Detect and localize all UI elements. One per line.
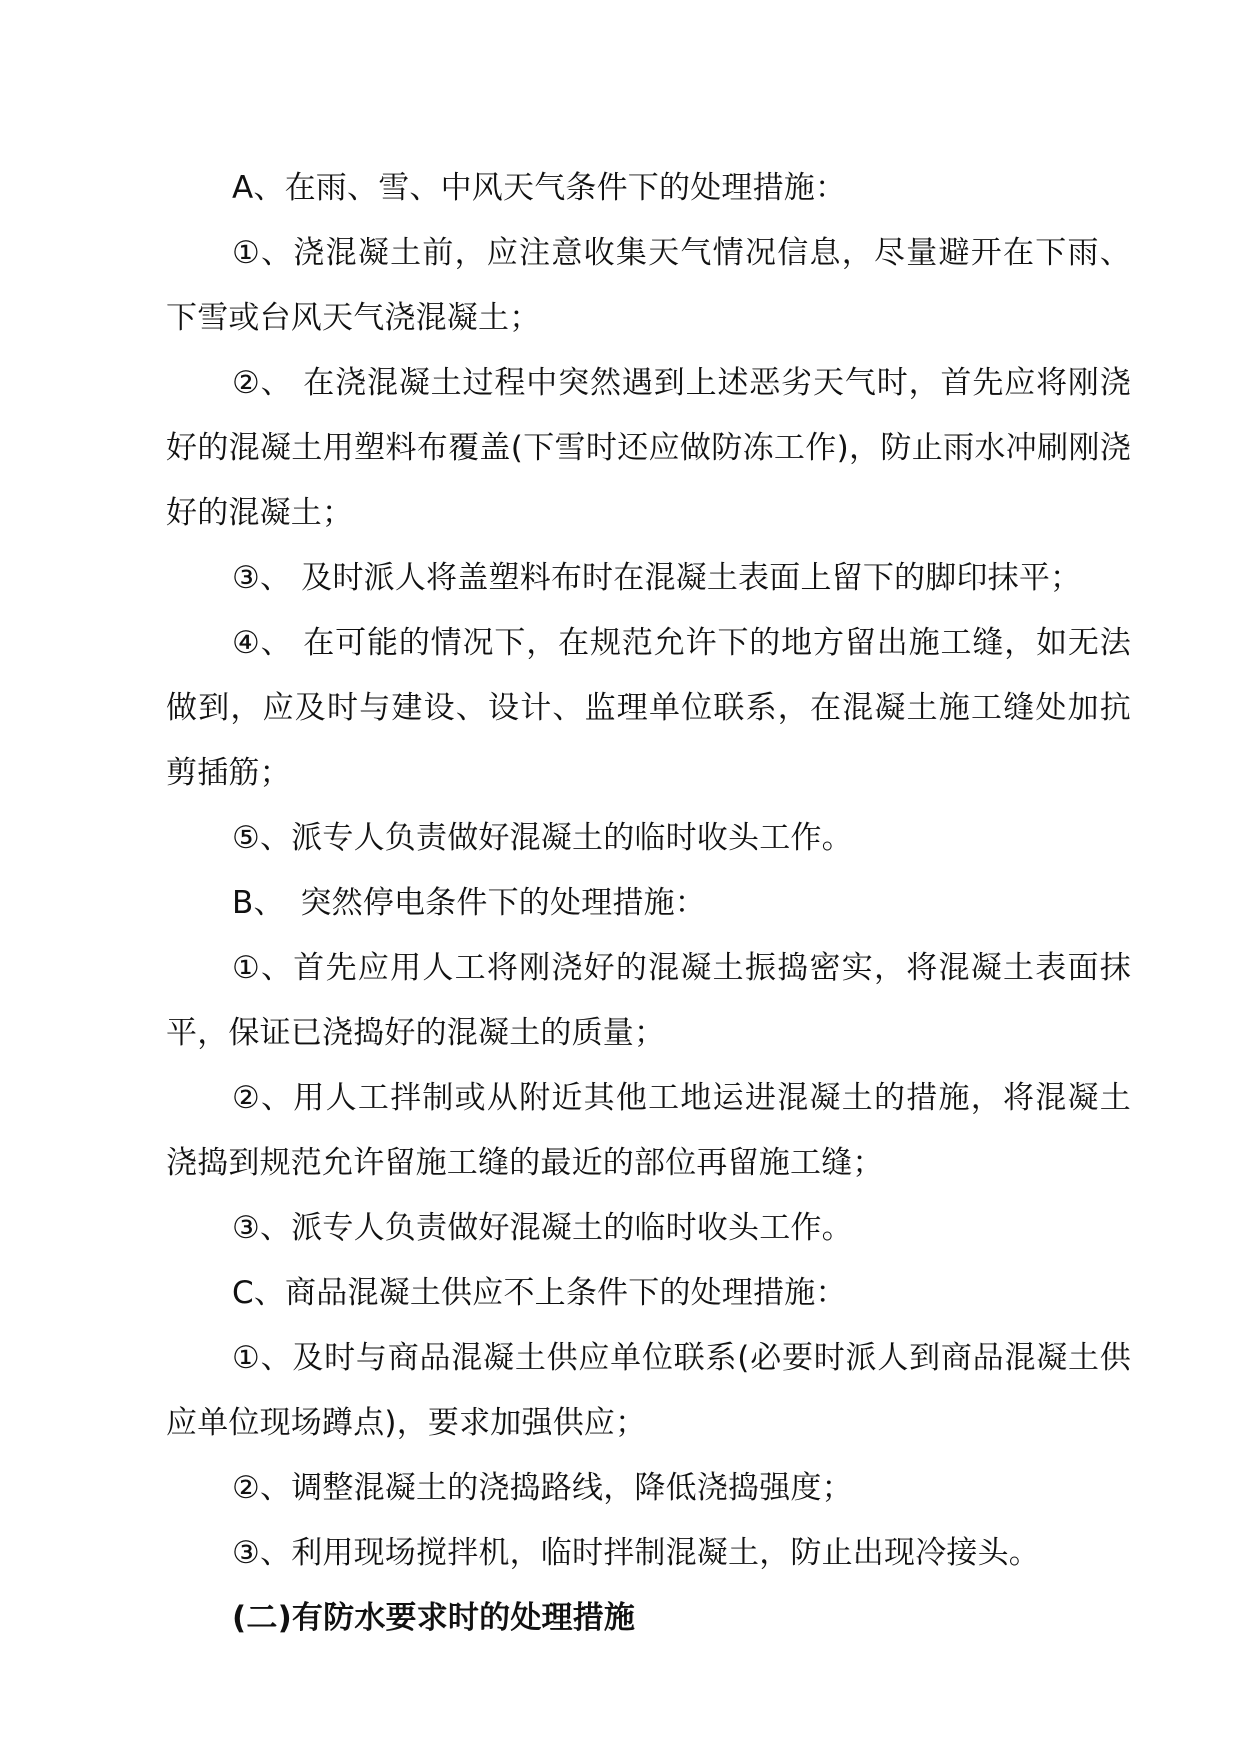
paragraph-a-2: ②、 在浇混凝土过程中突然遇到上述恶劣天气时，首先应将刚浇好的混凝土用塑料布覆盖(下雪时还应做防冻工作)，防止雨水冲刷刚浇好的混凝土； xyxy=(166,365,1131,531)
paragraph-a-title: A、在雨、雪、中风天气条件下的处理措施： xyxy=(232,170,847,206)
paragraph-c-2: ②、调整混凝土的浇捣路线，降低浇捣强度； xyxy=(232,1470,853,1506)
paragraph-a-5: ⑤、派专人负责做好混凝土的临时收头工作。 xyxy=(232,820,853,856)
paragraph-c-3: ③、利用现场搅拌机，临时拌制混凝土，防止出现冷接头。 xyxy=(232,1535,1040,1571)
section-heading: (二)有防水要求时的处理措施 xyxy=(232,1600,636,1636)
paragraph-b-1: ①、首先应用人工将刚浇好的混凝土振捣密实，将混凝土表面抹平，保证已浇捣好的混凝土的质量； xyxy=(166,950,1131,1051)
paragraph-c-1: ①、及时与商品混凝土供应单位联系(必要时派人到商品混凝土供应单位现场蹲点)，要求加强供应； xyxy=(166,1340,1131,1441)
document-body xyxy=(166,156,1131,1651)
paragraph-a-3: ③、 及时派人将盖塑料布时在混凝土表面上留下的脚印抹平； xyxy=(232,560,1082,596)
paragraph-a-1: ①、浇混凝土前，应注意收集天气情况信息，尽量避开在下雨、下雪或台风天气浇混凝土； xyxy=(166,235,1131,336)
paragraph-b-2: ②、用人工拌制或从附近其他工地运进混凝土的措施，将混凝土浇捣到规范允许留施工缝的最近的部位再留施工缝； xyxy=(166,1080,1131,1181)
paragraph-b-3: ③、派专人负责做好混凝土的临时收头工作。 xyxy=(232,1210,853,1246)
paragraph-a-4: ④、 在可能的情况下，在规范允许下的地方留出施工缝，如无法做到，应及时与建设、设计、监理单位联系，在混凝土施工缝处加抗剪插筋； xyxy=(166,625,1131,791)
paragraph-c-title: C、商品混凝土供应不上条件下的处理措施： xyxy=(232,1275,847,1311)
paragraph-b-title: B、 突然停电条件下的处理措施： xyxy=(232,885,706,921)
